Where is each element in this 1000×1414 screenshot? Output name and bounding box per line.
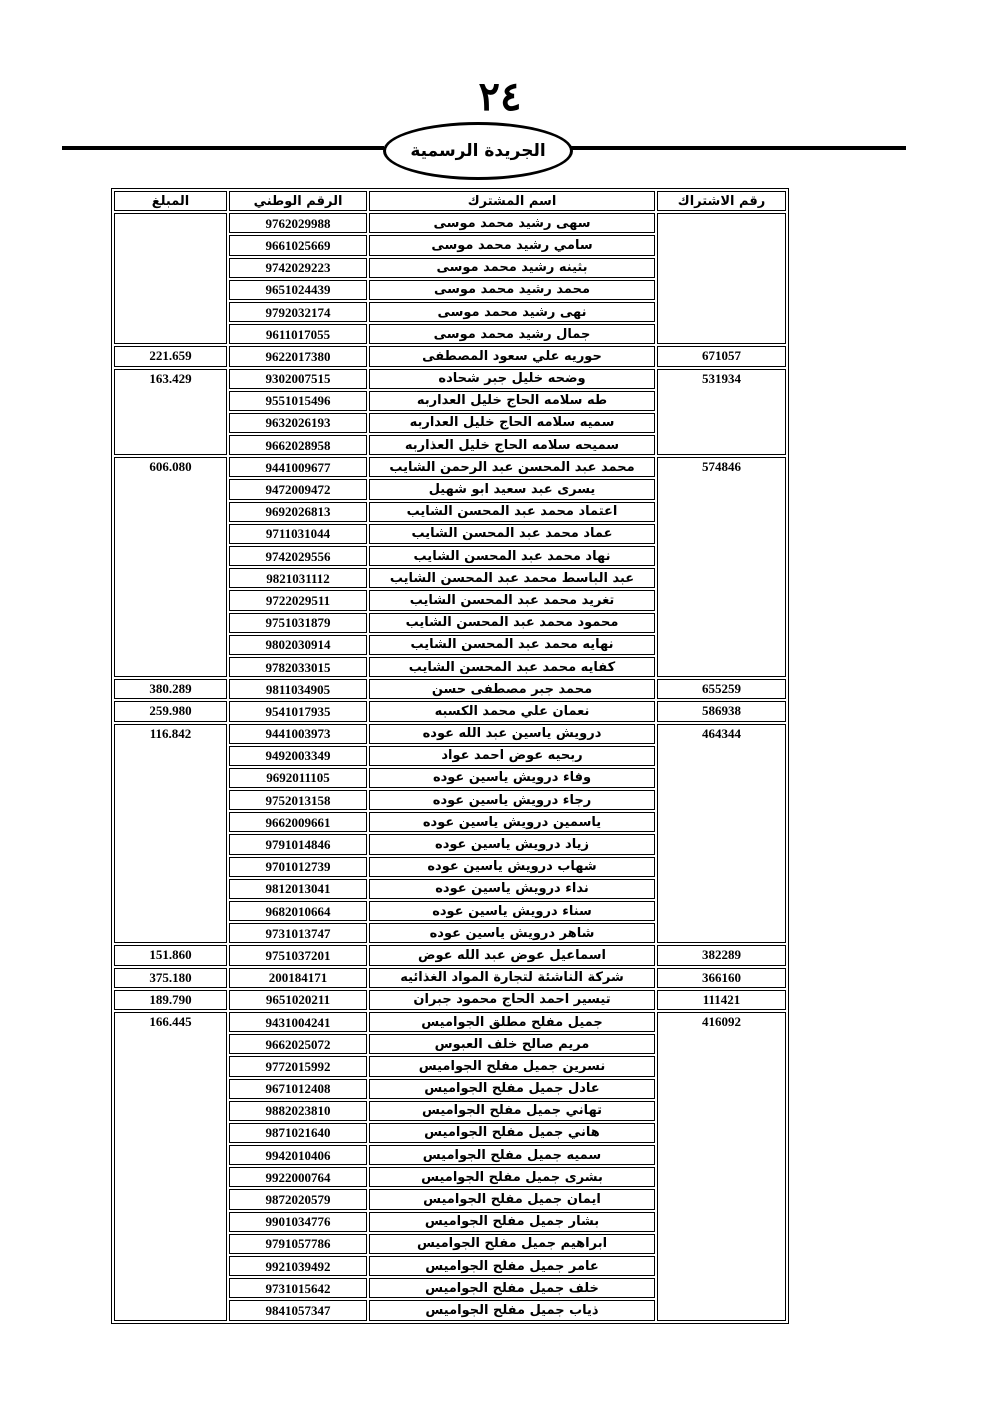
national-id-cell: 9441003973	[229, 724, 367, 744]
subscription-number-cell: 416092	[657, 1012, 786, 1321]
national-id-cell: 9811034905	[229, 679, 367, 699]
national-id-cell: 9671012408	[229, 1079, 367, 1099]
table-row	[114, 1012, 786, 1032]
subscriber-name-cell: بشار جميل مفلح الجواميس	[369, 1212, 655, 1232]
header-subscription: رقم الاشتراك	[657, 191, 786, 211]
national-id-cell: 9731015642	[229, 1278, 367, 1298]
national-id-cell: 9661025669	[229, 235, 367, 255]
national-id-cell: 9921039492	[229, 1256, 367, 1276]
table-header-row	[114, 191, 786, 211]
subscribers-table	[111, 188, 789, 1324]
national-id-cell: 9742029556	[229, 546, 367, 566]
amount-cell: 375.180	[114, 968, 227, 988]
subscriber-name-cell: عادل جميل مفلح الجواميس	[369, 1079, 655, 1099]
subscriber-name-cell: ذياب جميل مفلح الجواميس	[369, 1300, 655, 1320]
national-id-cell: 9302007515	[229, 369, 367, 389]
subscription-number-cell: 382289	[657, 945, 786, 965]
national-id-cell: 9751031879	[229, 613, 367, 633]
subscription-number-cell: 464344	[657, 724, 786, 944]
national-id-cell: 9662028958	[229, 435, 367, 455]
national-id-cell: 9731013747	[229, 923, 367, 943]
national-id-cell: 9662025072	[229, 1034, 367, 1054]
national-id-cell: 9692011105	[229, 768, 367, 788]
national-id-cell: 9812013041	[229, 879, 367, 899]
national-id-cell: 9922000764	[229, 1167, 367, 1187]
subscriber-name-cell: حوريه علي سعود المصطفى	[369, 346, 655, 366]
table-row	[114, 369, 786, 389]
national-id-cell: 9611017055	[229, 324, 367, 344]
table-body	[114, 213, 786, 1320]
national-id-cell: 9711031044	[229, 524, 367, 544]
subscriber-name-cell: نداء درويش ياسين عوده	[369, 879, 655, 899]
subscriber-name-cell: شهاب درويش ياسين عوده	[369, 857, 655, 877]
national-id-cell: 9872020579	[229, 1189, 367, 1209]
header-national-id: الرقم الوطني	[229, 191, 367, 211]
amount-cell	[114, 213, 227, 344]
subscriber-name-cell: محمود محمد عبد المحسن الشايب	[369, 613, 655, 633]
national-id-cell: 9802030914	[229, 635, 367, 655]
subscriber-name-cell: سامي رشيد محمد موسى	[369, 235, 655, 255]
table-row	[114, 213, 786, 233]
subscription-number-cell: 671057	[657, 346, 786, 366]
subscription-number-cell: 574846	[657, 457, 786, 677]
subscription-number-cell: 531934	[657, 369, 786, 456]
amount-cell: 163.429	[114, 369, 227, 456]
subscriber-name-cell: وضحه خليل جبر شحاده	[369, 369, 655, 389]
subscriber-name-cell: محمد عبد المحسن عبد الرحمن الشايب	[369, 457, 655, 477]
subscriber-name-cell: نهايه محمد عبد المحسن الشايب	[369, 635, 655, 655]
masthead-title: الجريدة الرسمية	[410, 141, 546, 161]
national-id-cell: 9651020211	[229, 990, 367, 1010]
subscriber-name-cell: سميحه سلامه الحاج خليل العذاربه	[369, 435, 655, 455]
subscriber-name-cell: عبد الباسط محمد عبد المحسن الشايب	[369, 568, 655, 588]
subscriber-name-cell: محمد جبر مصطفى حسن	[369, 679, 655, 699]
subscriber-name-cell: عامر جميل مفلح الجواميس	[369, 1256, 655, 1276]
subscriber-name-cell: محمد رشيد محمد موسى	[369, 280, 655, 300]
national-id-cell: 9772015992	[229, 1056, 367, 1076]
table-row	[114, 945, 786, 965]
national-id-cell: 9841057347	[229, 1300, 367, 1320]
subscriber-name-cell: نعمان علي محمد الكسبه	[369, 701, 655, 721]
subscriber-name-cell: بثينه رشيد محمد موسى	[369, 258, 655, 278]
table-row	[114, 990, 786, 1010]
national-id-cell: 9682010664	[229, 901, 367, 921]
amount-cell: 606.080	[114, 457, 227, 677]
subscriber-name-cell: سهى رشيد محمد موسى	[369, 213, 655, 233]
national-id-cell: 9632026193	[229, 413, 367, 433]
subscriber-name-cell: سناء درويش ياسين عوده	[369, 901, 655, 921]
national-id-cell: 9701012739	[229, 857, 367, 877]
national-id-cell: 9791057786	[229, 1234, 367, 1254]
national-id-cell: 9762029988	[229, 213, 367, 233]
subscriber-name-cell: ايمان جميل مفلح الجواميس	[369, 1189, 655, 1209]
table-row	[114, 968, 786, 988]
subscriber-name-cell: ياسمين درويش ياسين عوده	[369, 812, 655, 832]
subscriber-name-cell: درويش ياسين عبد الله عوده	[369, 724, 655, 744]
national-id-cell: 9791014846	[229, 834, 367, 854]
amount-cell: 259.980	[114, 701, 227, 721]
national-id-cell: 9551015496	[229, 391, 367, 411]
table-row	[114, 701, 786, 721]
subscriber-name-cell: اعتماد محمد عبد المحسن الشايب	[369, 502, 655, 522]
subscription-number-cell: 655259	[657, 679, 786, 699]
page-number: ٢٤	[478, 73, 522, 120]
subscriber-name-cell: ابراهيم جميل مفلح الجواميس	[369, 1234, 655, 1254]
header-name: اسم المشترك	[369, 191, 655, 211]
subscriber-name-cell: تيسير احمد الحاج محمود جبران	[369, 990, 655, 1010]
national-id-cell: 9622017380	[229, 346, 367, 366]
national-id-cell: 9692026813	[229, 502, 367, 522]
national-id-cell: 9752013158	[229, 790, 367, 810]
amount-cell: 166.445	[114, 1012, 227, 1321]
national-id-cell: 9662009661	[229, 812, 367, 832]
national-id-cell: 200184171	[229, 968, 367, 988]
national-id-cell: 9792032174	[229, 302, 367, 322]
table-row	[114, 457, 786, 477]
subscriber-name-cell: وفاء درويش ياسين عوده	[369, 768, 655, 788]
subscriber-name-cell: رجاء درويش ياسين عوده	[369, 790, 655, 810]
national-id-cell: 9821031112	[229, 568, 367, 588]
national-id-cell: 9742029223	[229, 258, 367, 278]
header-rule-right	[570, 146, 906, 150]
subscriber-name-cell: بشرى جميل مفلح الجواميس	[369, 1167, 655, 1187]
amount-cell: 116.842	[114, 724, 227, 944]
national-id-cell: 9882023810	[229, 1101, 367, 1121]
national-id-cell: 9871021640	[229, 1123, 367, 1143]
table-row	[114, 724, 786, 744]
amount-cell: 189.790	[114, 990, 227, 1010]
table-row	[114, 679, 786, 699]
header-rule-left	[62, 146, 384, 150]
subscriber-name-cell: نسرين جميل مفلح الجواميس	[369, 1056, 655, 1076]
subscriber-name-cell: جمال رشيد محمد موسى	[369, 324, 655, 344]
subscriber-name-cell: يسرى عبد سعيد ابو شهيل	[369, 479, 655, 499]
subscriber-name-cell: سميه جميل مفلح الجواميس	[369, 1145, 655, 1165]
subscriber-name-cell: شاهر درويش ياسين عوده	[369, 923, 655, 943]
national-id-cell: 9541017935	[229, 701, 367, 721]
subscriber-name-cell: كفايه محمد عبد المحسن الشايب	[369, 657, 655, 677]
masthead-oval	[383, 122, 573, 180]
national-id-cell: 9782033015	[229, 657, 367, 677]
national-id-cell: 9751037201	[229, 945, 367, 965]
subscriber-name-cell: خلف جميل مفلح الجواميس	[369, 1278, 655, 1298]
national-id-cell: 9901034776	[229, 1212, 367, 1232]
header-amount: المبلغ	[114, 191, 227, 211]
national-id-cell: 9651024439	[229, 280, 367, 300]
national-id-cell: 9942010406	[229, 1145, 367, 1165]
amount-cell: 221.659	[114, 346, 227, 366]
subscriber-name-cell: ربحيه عوض احمد عواد	[369, 746, 655, 766]
subscriber-name-cell: سميه سلامه الحاج خليل العداربه	[369, 413, 655, 433]
subscriber-name-cell: تهاني جميل مفلح الجواميس	[369, 1101, 655, 1121]
national-id-cell: 9472009472	[229, 479, 367, 499]
subscriber-name-cell: مريم صالح خلف العبوس	[369, 1034, 655, 1054]
subscription-number-cell: 586938	[657, 701, 786, 721]
national-id-cell: 9441009677	[229, 457, 367, 477]
subscription-number-cell	[657, 213, 786, 344]
national-id-cell: 9431004241	[229, 1012, 367, 1032]
subscriber-name-cell: شركة الناشئة لتجارة المواد الغذائيه	[369, 968, 655, 988]
national-id-cell: 9492003349	[229, 746, 367, 766]
subscriber-name-cell: نهى رشيد محمد موسى	[369, 302, 655, 322]
subscriber-name-cell: اسماعيل عوض عبد الله عوض	[369, 945, 655, 965]
subscriber-name-cell: زياد درويش ياسين عوده	[369, 834, 655, 854]
subscriber-name-cell: هاني جميل مفلح الجواميس	[369, 1123, 655, 1143]
subscriber-name-cell: عماد محمد عبد المحسن الشايب	[369, 524, 655, 544]
subscriber-name-cell: نهاد محمد عبد المحسن الشايب	[369, 546, 655, 566]
subscriber-name-cell: تغريد محمد عبد المحسن الشايب	[369, 590, 655, 610]
subscriber-name-cell: جميل مفلح مطلق الجواميس	[369, 1012, 655, 1032]
table-row	[114, 346, 786, 366]
subscriber-name-cell: طه سلامه الحاج خليل العداربه	[369, 391, 655, 411]
national-id-cell: 9722029511	[229, 590, 367, 610]
amount-cell: 151.860	[114, 945, 227, 965]
amount-cell: 380.289	[114, 679, 227, 699]
subscription-number-cell: 111421	[657, 990, 786, 1010]
subscription-number-cell: 366160	[657, 968, 786, 988]
